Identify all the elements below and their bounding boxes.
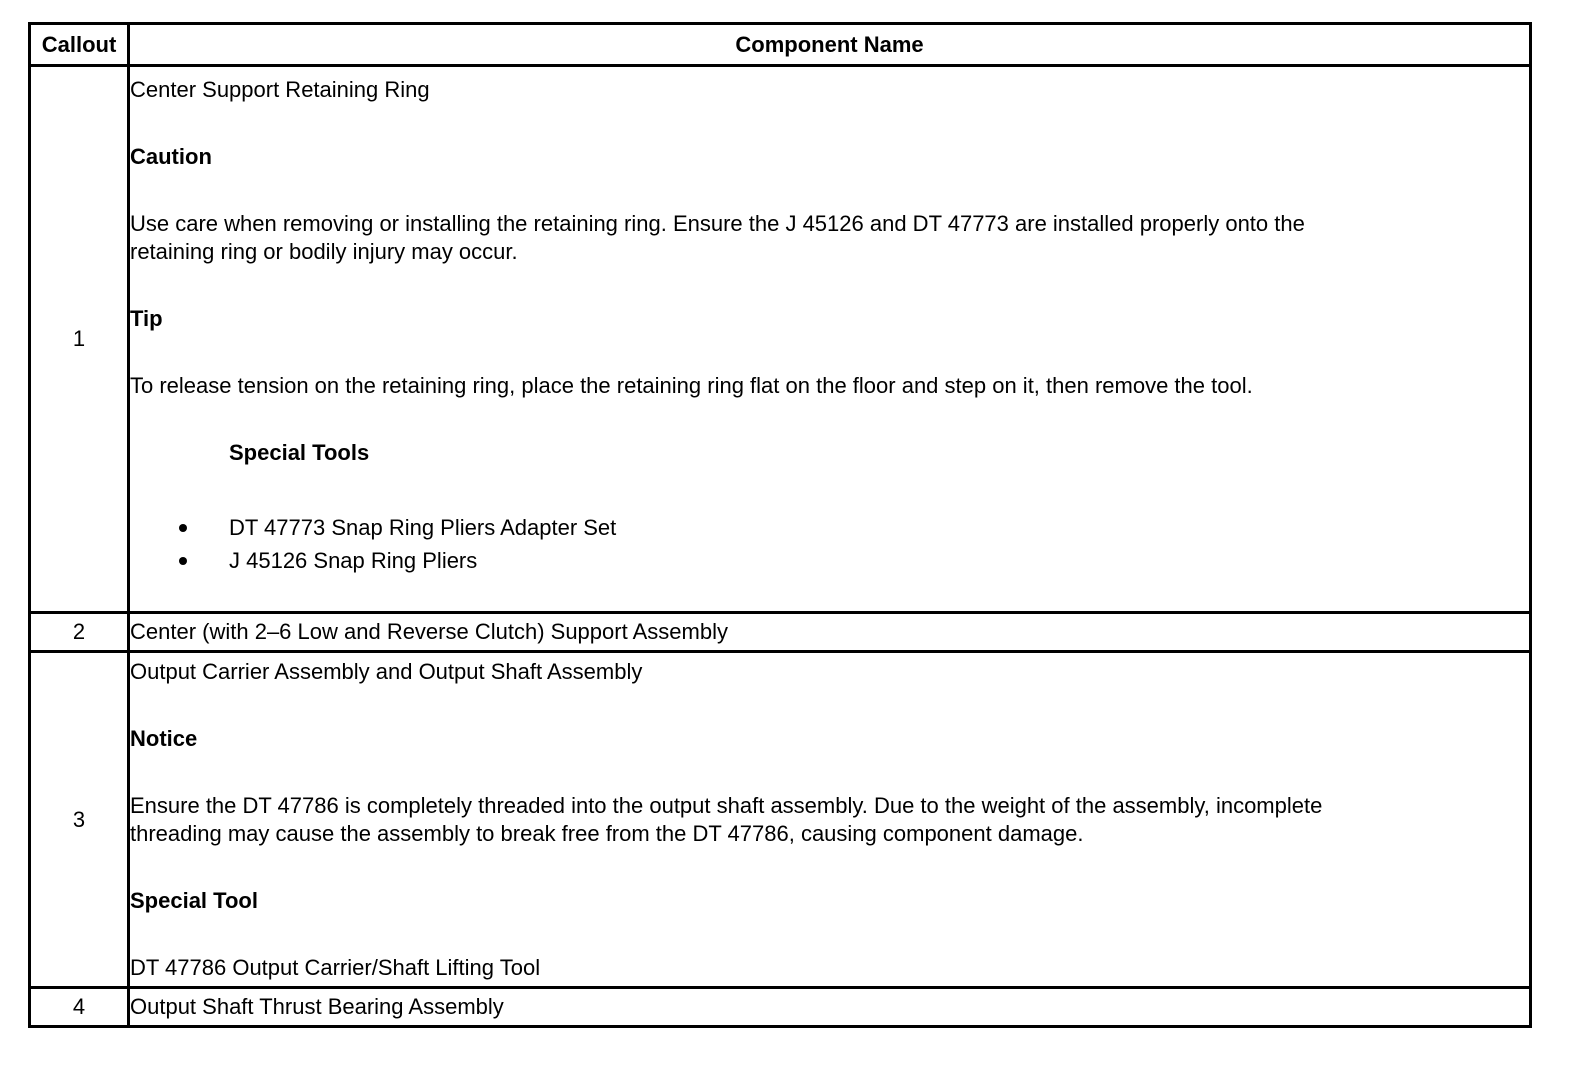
component-name: Center Support Retaining Ring (130, 77, 430, 102)
header-callout: Callout (30, 24, 129, 66)
callout-number: 3 (30, 652, 129, 988)
component-cell (129, 66, 1531, 613)
special-tools-heading: Special Tools (229, 440, 370, 465)
special-tool-name: DT 47786 Output Carrier/Shaft Lifting Tool (130, 954, 541, 980)
tip-heading: Tip (130, 306, 163, 331)
callout-number: 2 (30, 613, 129, 652)
caution-text-line: Use care when removing or installing the retaining ring. Ensure the J 45126 and DT 47773 are installed properly onto the (130, 211, 1305, 236)
notice-heading: Notice (130, 725, 198, 751)
caution-heading: Caution (130, 144, 212, 169)
special-tools-list (130, 511, 1529, 577)
callout-number: 4 (30, 988, 129, 1027)
tip-text: To release tension on the retaining ring, place the retaining ring flat on the floor and step on it, then remove the tool. (130, 373, 1253, 398)
table-row (30, 652, 1531, 988)
notice-text-line: Ensure the DT 47786 is completely threaded into the output shaft assembly. Due to the weight of the assembly, incomplete (130, 792, 1323, 818)
callout-number: 1 (30, 66, 129, 613)
bullet-icon (179, 524, 187, 532)
notice-text-line: threading may cause the assembly to break free from the DT 47786, causing component damage. (130, 820, 1084, 846)
tool-name: DT 47773 Snap Ring Pliers Adapter Set (229, 515, 617, 540)
header-row (30, 24, 1531, 66)
list-item (130, 544, 1529, 577)
tool-name: J 45126 Snap Ring Pliers (229, 548, 478, 573)
caution-text-line: retaining ring or bodily injury may occur. (130, 239, 518, 264)
component-table (28, 22, 1532, 1028)
special-tool-heading: Special Tool (130, 887, 258, 913)
component-name: Output Shaft Thrust Bearing Assembly (129, 988, 1531, 1027)
component-name: Center (with 2–6 Low and Reverse Clutch) Support Assembly (129, 613, 1531, 652)
bullet-icon (179, 557, 187, 565)
list-item (130, 511, 1529, 544)
table-row (30, 613, 1531, 652)
table-row (30, 988, 1531, 1027)
component-name: Output Carrier Assembly and Output Shaft Assembly (130, 658, 643, 684)
header-component-name: Component Name (129, 24, 1531, 66)
table-row (30, 66, 1531, 613)
component-cell (129, 652, 1531, 988)
